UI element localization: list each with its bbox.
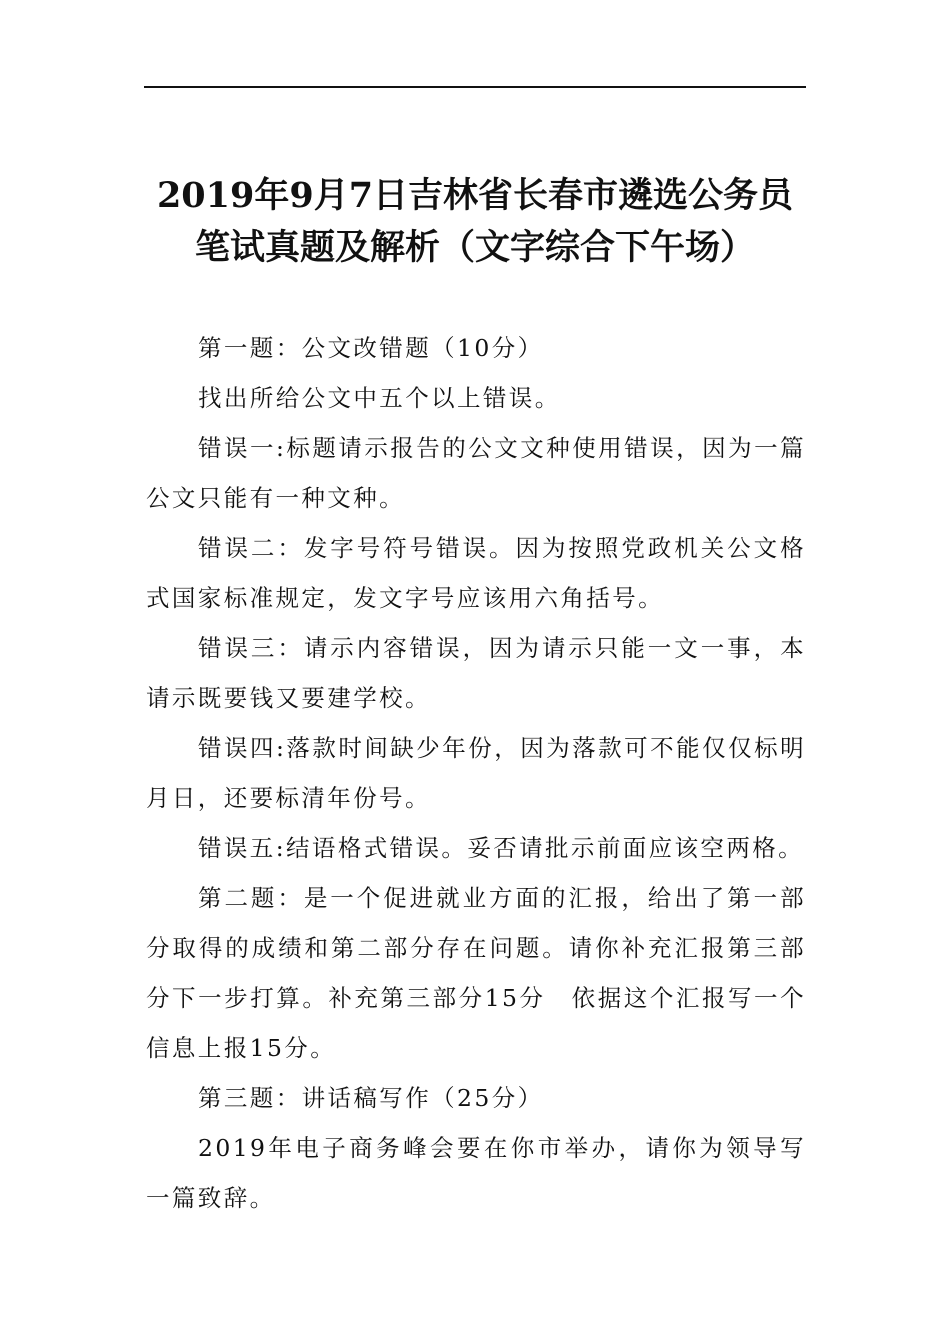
question-2-paragraph: 第二题：是一个促进就业方面的汇报，给出了第一部分取得的成绩和第二部分存在问题。请你补充汇报第三部分下一步打算。补充第三部分15分 依据这个汇报写一个信息上报15分。	[146, 884, 806, 1062]
question-3-prompt: 2019年电子商务峰会要在你市举办，请你为领导写一篇致辞。	[146, 1134, 806, 1212]
title-line-2: 笔试真题及解析（文字综合下午场）	[194, 227, 755, 268]
title-line-1: 2019年9月7日吉林省长春市遴选公务员	[156, 175, 794, 216]
question-1-prompt: 找出所给公文中五个以上错误。	[198, 384, 561, 412]
error-2-paragraph: 错误二：发字号符号错误。因为按照党政机关公文格式国家标准规定，发文字号应该用六角括号。	[146, 534, 806, 612]
document-title	[120, 170, 830, 274]
header-rule	[144, 86, 806, 88]
error-4-paragraph: 错误四:落款时间缺少年份，因为落款可不能仅仅标明月日，还要标清年份号。	[146, 734, 806, 812]
question-3-heading: 第三题：讲话稿写作（25分）	[198, 1084, 544, 1112]
error-5-paragraph: 错误五:结语格式错误。妥否请批示前面应该空两格。	[198, 834, 805, 862]
error-3-paragraph: 错误三：请示内容错误，因为请示只能一文一事，本请示既要钱又要建学校。	[146, 634, 806, 712]
document-body	[146, 323, 806, 1223]
question-1-heading: 第一题：公文改错题（10分）	[198, 334, 544, 362]
error-1-paragraph: 错误一:标题请示报告的公文文种使用错误，因为一篇公文只能有一种文种。	[146, 434, 806, 512]
